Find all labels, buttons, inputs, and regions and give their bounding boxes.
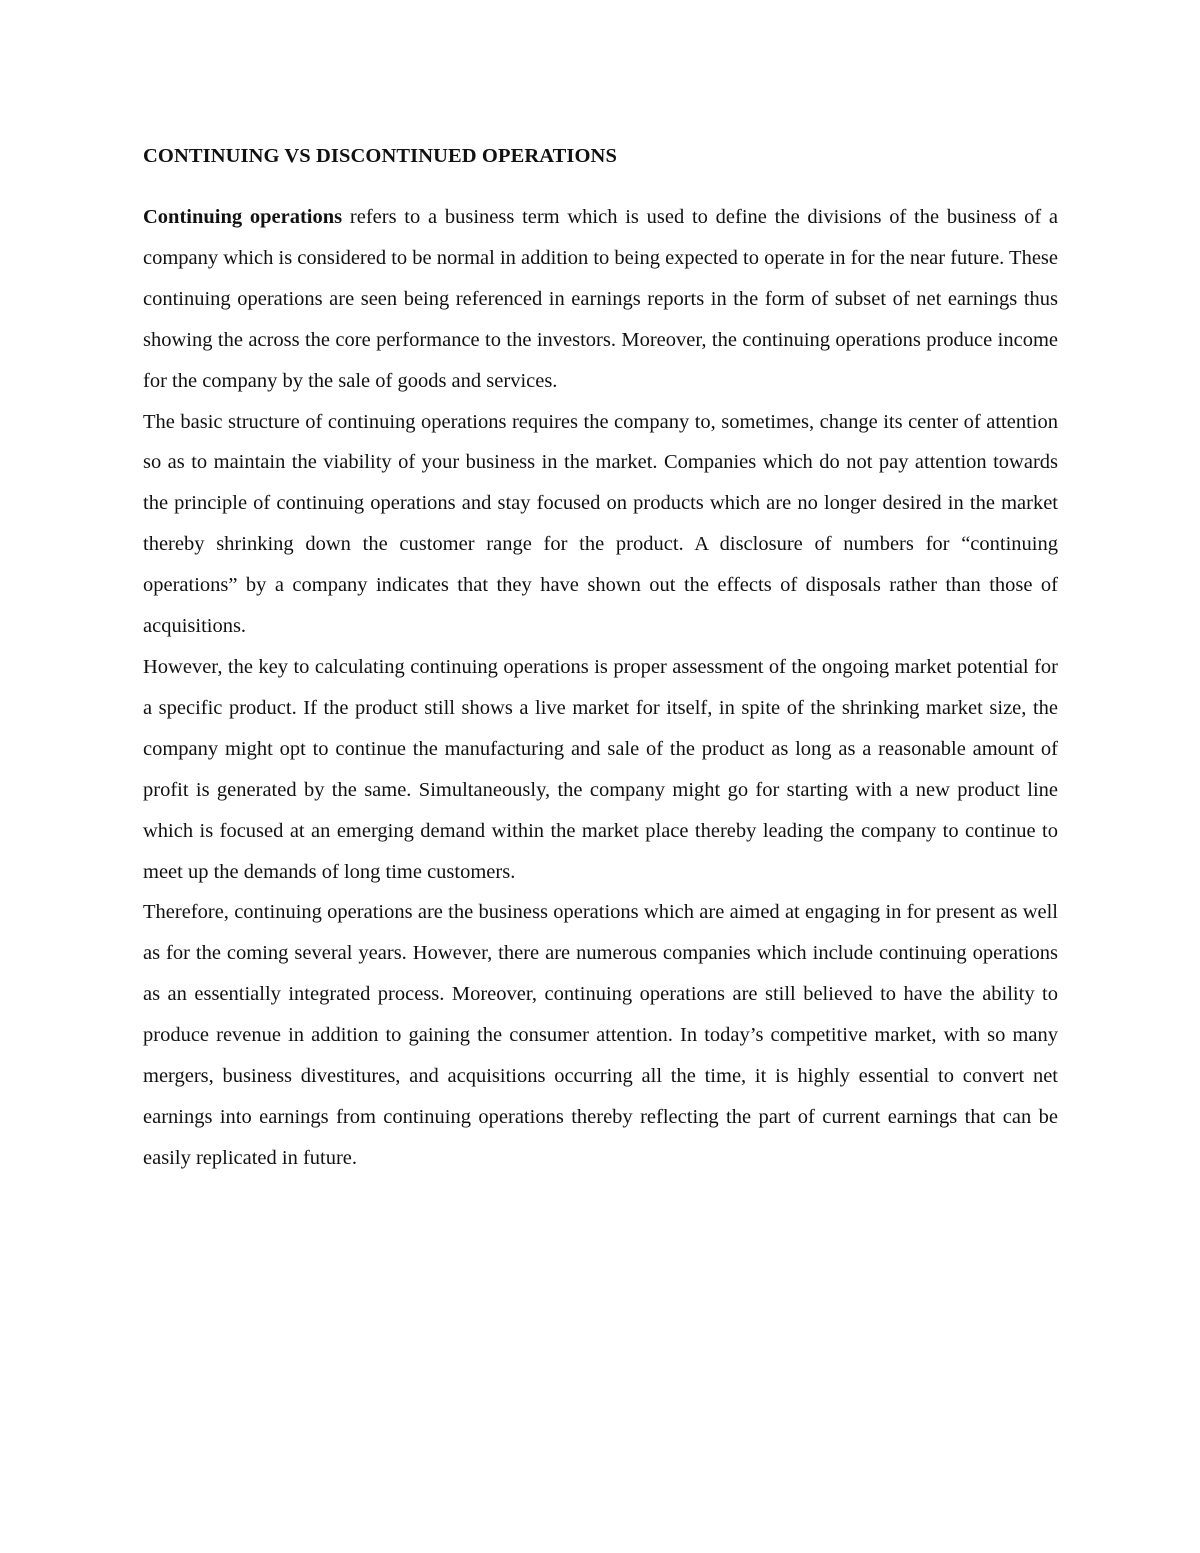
paragraph-3 xyxy=(143,647,1058,892)
paragraph-4-text: Therefore, continuing operations are the business operations which are aimed at engaging in for present as well as for the coming several years. However, there are numerous companies which include continuing operations as an essentially integrated process. Moreover, continuing operations are still believed to have the ability to produce revenue in addition to gaining the consumer attention. In today’s competitive market, with so many mergers, business divestitures, and acquisitions occurring all the time, it is highly essential to convert net earnings into earnings from continuing operations thereby reflecting the part of current earnings that can be easily replicated in future. xyxy=(143,901,1058,1169)
paragraph-3-text: However, the key to calculating continuing operations is proper assessment of the ongoing market potential for a specific product. If the product still shows a live market for itself, in spite of the shrinking market size, the company might opt to continue the manufacturing and sale of the product as long as a reasonable amount of profit is generated by the same. Simultaneously, the company might go for starting with a new product line which is focused at an emerging demand within the market place thereby leading the company to continue to meet up the demands of long time customers. xyxy=(143,655,1058,883)
paragraph-1-lead: Continuing operations xyxy=(143,206,343,228)
paragraph-4 xyxy=(143,892,1058,1178)
document-body xyxy=(143,140,1058,1179)
paragraph-2-text: The basic structure of continuing operations requires the company to, sometimes, change its center of attention so as to maintain the viability of your business in the market. Companies which do not pay attention towards the principle of continuing operations and stay focused on products which are no longer desired in the market thereby shrinking down the customer range for the product. A disclosure of numbers for “continuing operations” by a company indicates that they have shown out the effects of disposals rather than those of acquisitions. xyxy=(143,410,1058,638)
paragraph-2 xyxy=(143,402,1058,647)
paragraph-1 xyxy=(143,197,1058,402)
paragraph-1-text: refers to a business term which is used to define the divisions of the business of a company which is considered to be normal in addition to being expected to operate in for the near future. These continuing operations are seen being referenced in earnings reports in the form of subset of net earnings thus showing the across the core performance to the investors. Moreover, the continuing operations produce income for the company by the sale of goods and services. xyxy=(143,206,1058,392)
document-title: CONTINUING VS DISCONTINUED OPERATIONS xyxy=(143,145,617,167)
